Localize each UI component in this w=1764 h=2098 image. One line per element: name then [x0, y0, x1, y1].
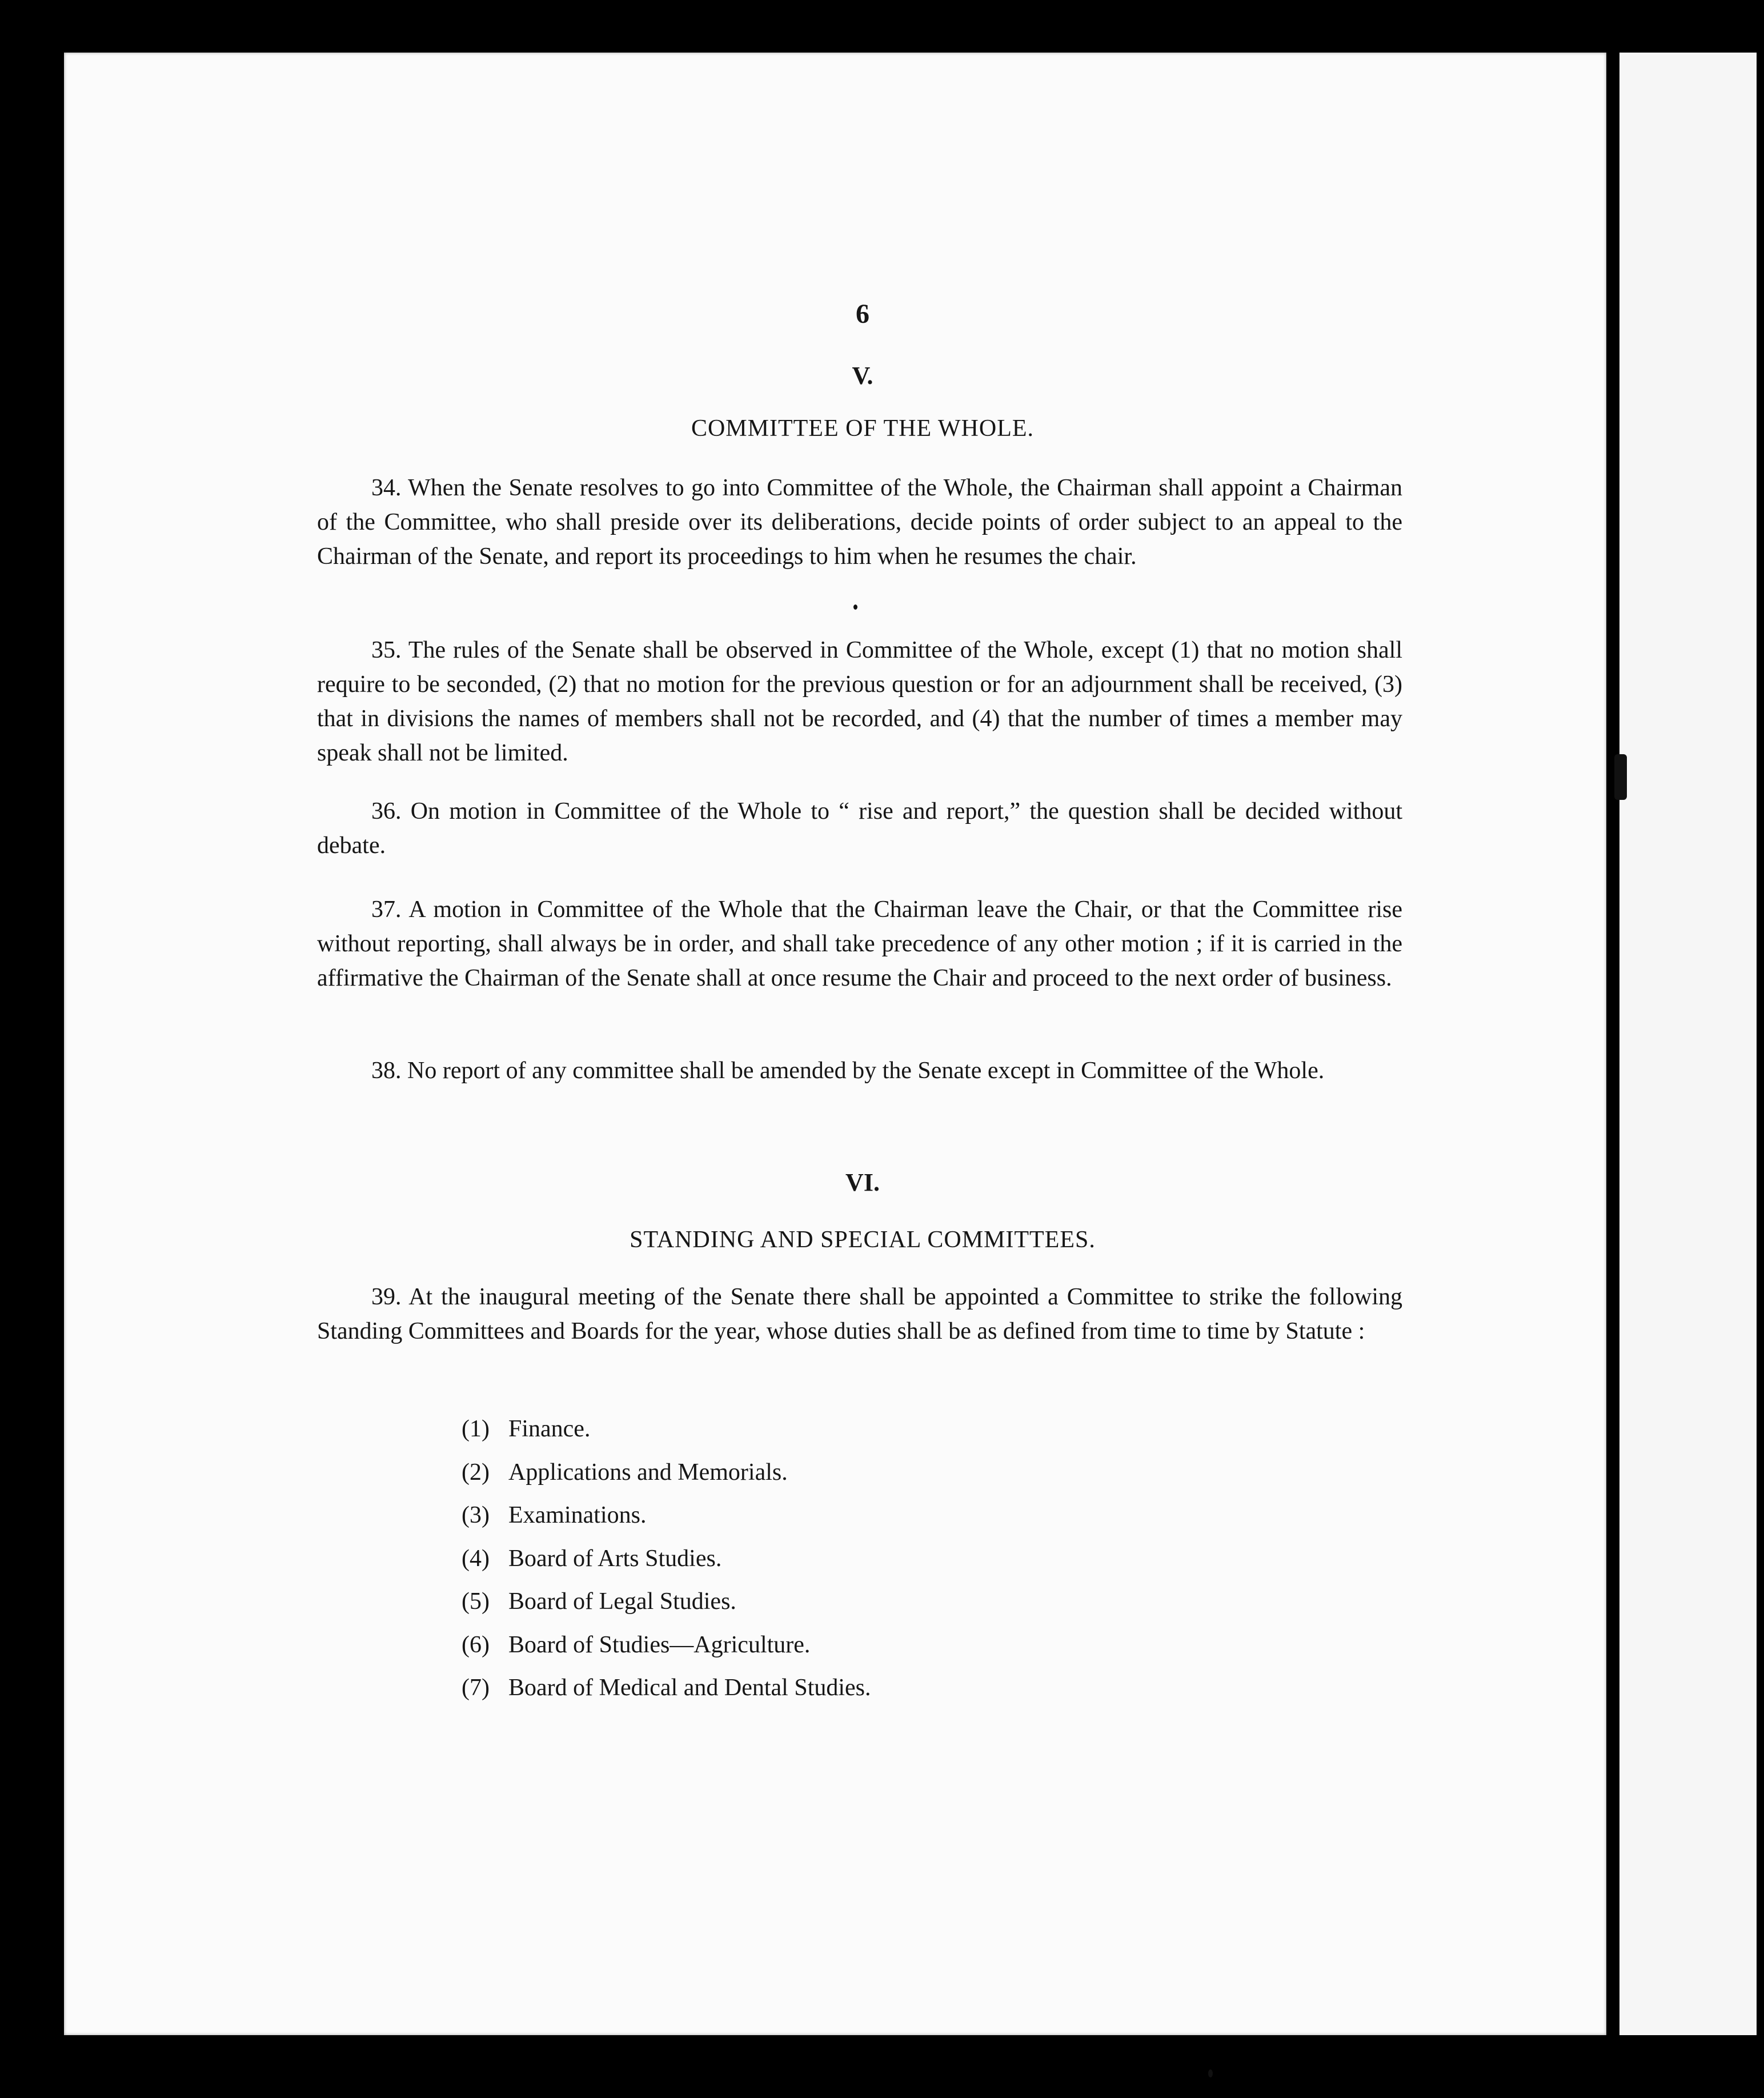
- rule-number: 38.: [371, 1058, 402, 1084]
- rule-text: No report of any committee shall be amended by the Senate except in Committee of the Whole.: [407, 1058, 1325, 1084]
- list-item: [462, 1667, 871, 1710]
- rule-paragraph: [317, 633, 1402, 770]
- rule-number: 37.: [371, 896, 402, 923]
- list-item-number: (4): [462, 1545, 490, 1572]
- list-item-text: Board of Studies—Agriculture.: [508, 1631, 811, 1658]
- rule-text: When the Senate resolves to go into Committee of the Whole, the Chairman shall appoint a Chairman of the Committee, who shall preside over its deliberations, decide points of order subject to an appeal to the Chairman of the Senate, and report its proceedings to him when he resumes the chair.: [317, 475, 1402, 570]
- list-item-text: Applications and Memorials.: [508, 1459, 788, 1486]
- rule-text: On motion in Committee of the Whole to “ rise and report,” the question shall be decided without debate.: [317, 798, 1402, 859]
- rule-number: 34.: [371, 475, 402, 501]
- list-item-text: Board of Legal Studies.: [508, 1588, 736, 1615]
- list-item-number: (1): [462, 1416, 490, 1442]
- rule-paragraph: [317, 1054, 1402, 1088]
- list-item-number: (2): [462, 1459, 490, 1486]
- rule-text: A motion in Committee of the Whole that the Chairman leave the Chair, or that the Committee rise without reporting, shall always be in order, and shall take precedence of any other motion ; if it is carried in the affirmative the Chairman of the Senate shall at once resume the Chair and proceed to the next order of business.: [317, 896, 1402, 991]
- page-number: 6: [856, 299, 869, 329]
- list-item-number: (6): [462, 1631, 490, 1658]
- list-item: [462, 1580, 871, 1624]
- rule-number: 36.: [371, 798, 402, 824]
- section-numeral: VI.: [845, 1168, 880, 1196]
- list-item: [462, 1408, 871, 1451]
- list-item: [462, 1494, 871, 1538]
- list-item-text: Board of Arts Studies.: [508, 1545, 722, 1572]
- list-item: [462, 1538, 871, 1581]
- list-item-number: (5): [462, 1588, 490, 1615]
- committee-list: [462, 1408, 871, 1710]
- rule-number: 39.: [371, 1284, 402, 1310]
- list-item-text: Examinations.: [508, 1502, 647, 1528]
- section-heading: STANDING AND SPECIAL COMMITTEES.: [630, 1227, 1096, 1253]
- rule-paragraph: [317, 1280, 1402, 1348]
- section-heading: COMMITTEE OF THE WHOLE.: [691, 415, 1035, 442]
- rule-number: 35.: [371, 637, 402, 663]
- list-item: [462, 1451, 871, 1495]
- rule-paragraph: [317, 471, 1402, 574]
- rule-paragraph: [317, 892, 1402, 995]
- rule-text: The rules of the Senate shall be observed in Committee of the Whole, except (1) that no motion shall require to be seconded, (2) that no motion for the previous question or for an adjournment shall be received, (3) that in divisions the names of members shall not be recorded, and (4) that the number of times a member may speak shall not be limited.: [317, 637, 1402, 766]
- list-item-text: Board of Medical and Dental Studies.: [508, 1675, 871, 1701]
- section-numeral: V.: [852, 362, 873, 390]
- list-item-number: (7): [462, 1675, 490, 1701]
- list-item: [462, 1624, 871, 1667]
- rule-text: At the inaugural meeting of the Senate there shall be appointed a Committee to strike the following Standing Committees and Boards for the year, whose duties shall be as defined from time to time by Statute :: [317, 1284, 1402, 1344]
- list-item-number: (3): [462, 1502, 490, 1528]
- list-item-text: Finance.: [508, 1416, 591, 1442]
- rule-paragraph: [317, 794, 1402, 863]
